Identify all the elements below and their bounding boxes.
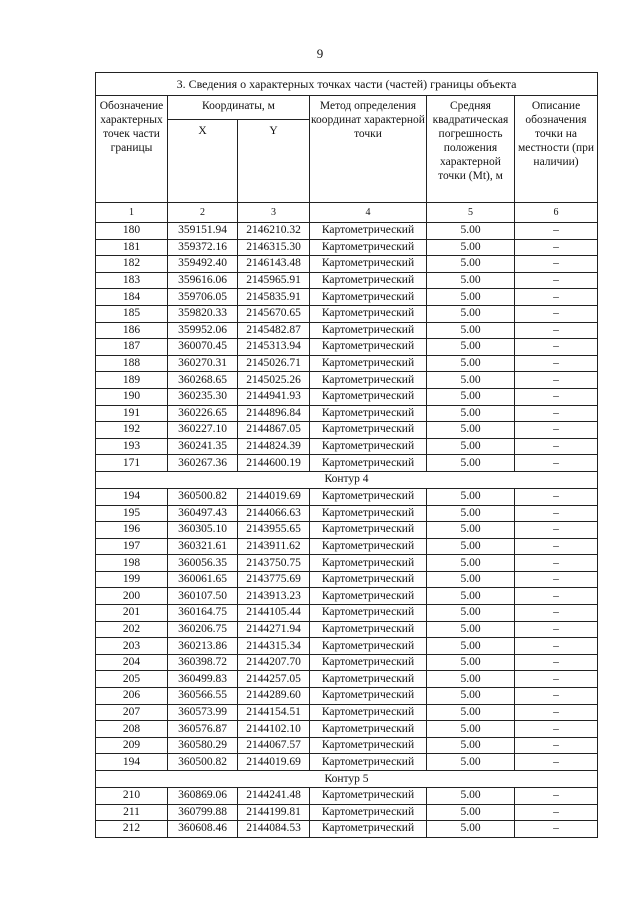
column-number: 1	[96, 203, 168, 223]
cell-method: Картометрический	[310, 621, 427, 638]
cell-y: 2146143.48	[238, 256, 310, 273]
cell-method: Картометрический	[310, 272, 427, 289]
cell-description: –	[515, 555, 598, 572]
cell-point-number: 208	[96, 721, 168, 738]
contour-label: Контур 5	[96, 771, 598, 788]
table-row	[96, 239, 598, 256]
cell-method: Картометрический	[310, 388, 427, 405]
cell-description: –	[515, 239, 598, 256]
cell-y: 2145835.91	[238, 289, 310, 306]
cell-point-number: 196	[96, 522, 168, 539]
cell-y: 2144315.34	[238, 638, 310, 655]
cell-y: 2144067.57	[238, 737, 310, 754]
cell-error: 5.00	[427, 522, 515, 539]
cell-error: 5.00	[427, 704, 515, 721]
cell-x: 360227.10	[168, 422, 238, 439]
column-number: 2	[168, 203, 238, 223]
cell-point-number: 186	[96, 322, 168, 339]
cell-error: 5.00	[427, 223, 515, 240]
cell-description: –	[515, 621, 598, 638]
cell-point-number: 194	[96, 754, 168, 771]
cell-description: –	[515, 405, 598, 422]
cell-error: 5.00	[427, 355, 515, 372]
cell-x: 359952.06	[168, 322, 238, 339]
cell-method: Картометрический	[310, 538, 427, 555]
column-number-row	[96, 203, 598, 223]
cell-point-number: 203	[96, 638, 168, 655]
table-row	[96, 688, 598, 705]
table-row	[96, 788, 598, 805]
cell-point-number: 212	[96, 821, 168, 838]
cell-point-number: 205	[96, 671, 168, 688]
table-row	[96, 821, 598, 838]
cell-x: 360241.35	[168, 438, 238, 455]
table-row	[96, 638, 598, 655]
cell-point-number: 182	[96, 256, 168, 273]
cell-description: –	[515, 821, 598, 838]
cell-method: Картометрический	[310, 571, 427, 588]
cell-description: –	[515, 305, 598, 322]
cell-y: 2144102.10	[238, 721, 310, 738]
cell-method: Картометрический	[310, 804, 427, 821]
cell-method: Картометрический	[310, 638, 427, 655]
cell-error: 5.00	[427, 388, 515, 405]
cell-y: 2145482.87	[238, 322, 310, 339]
cell-description: –	[515, 422, 598, 439]
cell-method: Картометрический	[310, 455, 427, 472]
cell-x: 360235.30	[168, 388, 238, 405]
cell-error: 5.00	[427, 621, 515, 638]
contour-row	[96, 471, 598, 488]
cell-x: 360576.87	[168, 721, 238, 738]
cell-y: 2143775.69	[238, 571, 310, 588]
cell-error: 5.00	[427, 671, 515, 688]
column-number: 3	[238, 203, 310, 223]
table-row	[96, 754, 598, 771]
cell-point-number: 200	[96, 588, 168, 605]
cell-x: 360056.35	[168, 555, 238, 572]
cell-method: Картометрический	[310, 588, 427, 605]
cell-point-number: 180	[96, 223, 168, 240]
cell-y: 2144867.05	[238, 422, 310, 439]
cell-x: 359492.40	[168, 256, 238, 273]
column-number: 6	[515, 203, 598, 223]
cell-method: Картометрический	[310, 737, 427, 754]
cell-description: –	[515, 355, 598, 372]
cell-point-number: 211	[96, 804, 168, 821]
header-y: Y	[238, 120, 310, 203]
cell-method: Картометрический	[310, 505, 427, 522]
cell-description: –	[515, 538, 598, 555]
cell-description: –	[515, 372, 598, 389]
cell-x: 360566.55	[168, 688, 238, 705]
cell-description: –	[515, 654, 598, 671]
cell-method: Картометрический	[310, 223, 427, 240]
cell-method: Картометрический	[310, 821, 427, 838]
cell-method: Картометрический	[310, 654, 427, 671]
table-row	[96, 721, 598, 738]
cell-x: 360799.88	[168, 804, 238, 821]
cell-description: –	[515, 388, 598, 405]
cell-description: –	[515, 505, 598, 522]
table-row	[96, 455, 598, 472]
cell-error: 5.00	[427, 571, 515, 588]
cell-x: 360305.10	[168, 522, 238, 539]
cell-x: 360608.46	[168, 821, 238, 838]
table-row	[96, 737, 598, 754]
cell-description: –	[515, 256, 598, 273]
cell-y: 2144154.51	[238, 704, 310, 721]
table-row	[96, 671, 598, 688]
cell-error: 5.00	[427, 821, 515, 838]
cell-point-number: 188	[96, 355, 168, 372]
table-row	[96, 621, 598, 638]
cell-error: 5.00	[427, 272, 515, 289]
cell-x: 360267.36	[168, 455, 238, 472]
cell-y: 2144207.70	[238, 654, 310, 671]
cell-method: Картометрический	[310, 339, 427, 356]
cell-description: –	[515, 339, 598, 356]
cell-point-number: 190	[96, 388, 168, 405]
table-row	[96, 289, 598, 306]
cell-point-number: 193	[96, 438, 168, 455]
cell-description: –	[515, 721, 598, 738]
cell-x: 360270.31	[168, 355, 238, 372]
table-row	[96, 505, 598, 522]
cell-y: 2144941.93	[238, 388, 310, 405]
cell-description: –	[515, 688, 598, 705]
table-row	[96, 405, 598, 422]
cell-error: 5.00	[427, 322, 515, 339]
cell-method: Картометрический	[310, 721, 427, 738]
cell-y: 2145313.94	[238, 339, 310, 356]
table-row	[96, 305, 598, 322]
table-row	[96, 256, 598, 273]
cell-method: Картометрический	[310, 322, 427, 339]
cell-error: 5.00	[427, 788, 515, 805]
page-number: 9	[316, 46, 324, 61]
cell-x: 360499.83	[168, 671, 238, 688]
cell-error: 5.00	[427, 754, 515, 771]
cell-y: 2145965.91	[238, 272, 310, 289]
header-description: Описание обозначения точки на местности (при наличии)	[515, 96, 598, 203]
cell-method: Картометрический	[310, 555, 427, 572]
cell-x: 360321.61	[168, 538, 238, 555]
contour-label: Контур 4	[96, 471, 598, 488]
table-row	[96, 704, 598, 721]
cell-description: –	[515, 488, 598, 505]
cell-x: 359372.16	[168, 239, 238, 256]
cell-x: 359616.06	[168, 272, 238, 289]
cell-method: Картометрический	[310, 256, 427, 273]
cell-description: –	[515, 289, 598, 306]
table-row	[96, 654, 598, 671]
cell-y: 2144105.44	[238, 605, 310, 622]
cell-method: Картометрический	[310, 754, 427, 771]
cell-y: 2144199.81	[238, 804, 310, 821]
cell-point-number: 187	[96, 339, 168, 356]
cell-y: 2145025.26	[238, 372, 310, 389]
cell-y: 2145026.71	[238, 355, 310, 372]
table-row	[96, 605, 598, 622]
cell-x: 360497.43	[168, 505, 238, 522]
cell-point-number: 199	[96, 571, 168, 588]
cell-method: Картометрический	[310, 488, 427, 505]
cell-y: 2144066.63	[238, 505, 310, 522]
cell-y: 2143913.23	[238, 588, 310, 605]
cell-method: Картометрический	[310, 422, 427, 439]
cell-error: 5.00	[427, 339, 515, 356]
table-row	[96, 438, 598, 455]
cell-method: Картометрический	[310, 289, 427, 306]
table-row	[96, 339, 598, 356]
cell-point-number: 185	[96, 305, 168, 322]
cell-y: 2144019.69	[238, 488, 310, 505]
cell-x: 360213.86	[168, 638, 238, 655]
header-designation: Обозначение характерных точек части границы	[96, 96, 168, 203]
header-error: Средняя квадратическая погрешность положения характерной точки (Mt), м	[427, 96, 515, 203]
cell-error: 5.00	[427, 422, 515, 439]
cell-y: 2145670.65	[238, 305, 310, 322]
table-row	[96, 223, 598, 240]
cell-error: 5.00	[427, 405, 515, 422]
cell-description: –	[515, 455, 598, 472]
cell-y: 2144896.84	[238, 405, 310, 422]
cell-method: Картометрический	[310, 305, 427, 322]
header-method: Метод определения координат характерной точки	[310, 96, 427, 203]
cell-method: Картометрический	[310, 372, 427, 389]
boundary-points-table	[95, 72, 598, 838]
table-row	[96, 488, 598, 505]
cell-method: Картометрический	[310, 522, 427, 539]
cell-error: 5.00	[427, 538, 515, 555]
cell-y: 2144257.05	[238, 671, 310, 688]
cell-description: –	[515, 272, 598, 289]
cell-x: 360107.50	[168, 588, 238, 605]
header-x: X	[168, 120, 238, 203]
cell-method: Картометрический	[310, 671, 427, 688]
table-row	[96, 422, 598, 439]
table-row	[96, 322, 598, 339]
cell-point-number: 191	[96, 405, 168, 422]
cell-point-number: 171	[96, 455, 168, 472]
cell-error: 5.00	[427, 588, 515, 605]
cell-description: –	[515, 522, 598, 539]
cell-error: 5.00	[427, 555, 515, 572]
cell-y: 2143955.65	[238, 522, 310, 539]
cell-method: Картометрический	[310, 355, 427, 372]
cell-y: 2143911.62	[238, 538, 310, 555]
cell-point-number: 184	[96, 289, 168, 306]
cell-method: Картометрический	[310, 405, 427, 422]
header-coordinates: Координаты, м	[168, 96, 310, 120]
cell-error: 5.00	[427, 455, 515, 472]
cell-y: 2146210.32	[238, 223, 310, 240]
cell-x: 360226.65	[168, 405, 238, 422]
cell-method: Картометрический	[310, 605, 427, 622]
cell-y: 2144600.19	[238, 455, 310, 472]
table-row	[96, 522, 598, 539]
cell-error: 5.00	[427, 688, 515, 705]
table-row	[96, 388, 598, 405]
cell-error: 5.00	[427, 289, 515, 306]
cell-error: 5.00	[427, 605, 515, 622]
cell-x: 360500.82	[168, 488, 238, 505]
cell-error: 5.00	[427, 305, 515, 322]
cell-x: 360061.65	[168, 571, 238, 588]
cell-point-number: 201	[96, 605, 168, 622]
table-row	[96, 571, 598, 588]
cell-error: 5.00	[427, 654, 515, 671]
cell-description: –	[515, 737, 598, 754]
cell-x: 360869.06	[168, 788, 238, 805]
cell-error: 5.00	[427, 488, 515, 505]
cell-error: 5.00	[427, 372, 515, 389]
table-row	[96, 372, 598, 389]
cell-y: 2144824.39	[238, 438, 310, 455]
cell-point-number: 206	[96, 688, 168, 705]
cell-y: 2144289.60	[238, 688, 310, 705]
cell-error: 5.00	[427, 804, 515, 821]
cell-description: –	[515, 704, 598, 721]
cell-description: –	[515, 571, 598, 588]
cell-y: 2143750.75	[238, 555, 310, 572]
table-row	[96, 355, 598, 372]
table-row	[96, 588, 598, 605]
cell-x: 360268.65	[168, 372, 238, 389]
table-row	[96, 538, 598, 555]
cell-point-number: 192	[96, 422, 168, 439]
cell-x: 360580.29	[168, 737, 238, 754]
cell-y: 2144241.48	[238, 788, 310, 805]
column-number: 4	[310, 203, 427, 223]
cell-method: Картометрический	[310, 688, 427, 705]
column-number: 5	[427, 203, 515, 223]
cell-description: –	[515, 588, 598, 605]
cell-x: 359820.33	[168, 305, 238, 322]
cell-point-number: 181	[96, 239, 168, 256]
cell-point-number: 198	[96, 555, 168, 572]
cell-description: –	[515, 754, 598, 771]
cell-point-number: 189	[96, 372, 168, 389]
cell-description: –	[515, 605, 598, 622]
cell-method: Картометрический	[310, 704, 427, 721]
cell-error: 5.00	[427, 505, 515, 522]
table-row	[96, 272, 598, 289]
cell-x: 360500.82	[168, 754, 238, 771]
cell-point-number: 194	[96, 488, 168, 505]
cell-error: 5.00	[427, 256, 515, 273]
cell-x: 360206.75	[168, 621, 238, 638]
cell-point-number: 207	[96, 704, 168, 721]
cell-x: 360573.99	[168, 704, 238, 721]
cell-y: 2144271.94	[238, 621, 310, 638]
section-title: 3. Сведения о характерных точках части (частей) границы объекта	[96, 73, 598, 96]
cell-description: –	[515, 638, 598, 655]
cell-error: 5.00	[427, 721, 515, 738]
cell-x: 359151.94	[168, 223, 238, 240]
cell-description: –	[515, 438, 598, 455]
cell-x: 359706.05	[168, 289, 238, 306]
contour-row	[96, 771, 598, 788]
cell-description: –	[515, 322, 598, 339]
cell-error: 5.00	[427, 239, 515, 256]
cell-error: 5.00	[427, 737, 515, 754]
cell-x: 360164.75	[168, 605, 238, 622]
cell-description: –	[515, 671, 598, 688]
cell-y: 2146315.30	[238, 239, 310, 256]
cell-point-number: 183	[96, 272, 168, 289]
cell-description: –	[515, 804, 598, 821]
cell-error: 5.00	[427, 438, 515, 455]
cell-method: Картометрический	[310, 438, 427, 455]
cell-description: –	[515, 788, 598, 805]
table-row	[96, 555, 598, 572]
cell-point-number: 197	[96, 538, 168, 555]
table-body	[96, 223, 598, 838]
cell-point-number: 209	[96, 737, 168, 754]
cell-method: Картометрический	[310, 788, 427, 805]
cell-method: Картометрический	[310, 239, 427, 256]
cell-x: 360070.45	[168, 339, 238, 356]
table-row	[96, 804, 598, 821]
cell-description: –	[515, 223, 598, 240]
cell-point-number: 195	[96, 505, 168, 522]
cell-point-number: 204	[96, 654, 168, 671]
cell-x: 360398.72	[168, 654, 238, 671]
cell-point-number: 202	[96, 621, 168, 638]
cell-error: 5.00	[427, 638, 515, 655]
cell-point-number: 210	[96, 788, 168, 805]
cell-y: 2144084.53	[238, 821, 310, 838]
cell-y: 2144019.69	[238, 754, 310, 771]
